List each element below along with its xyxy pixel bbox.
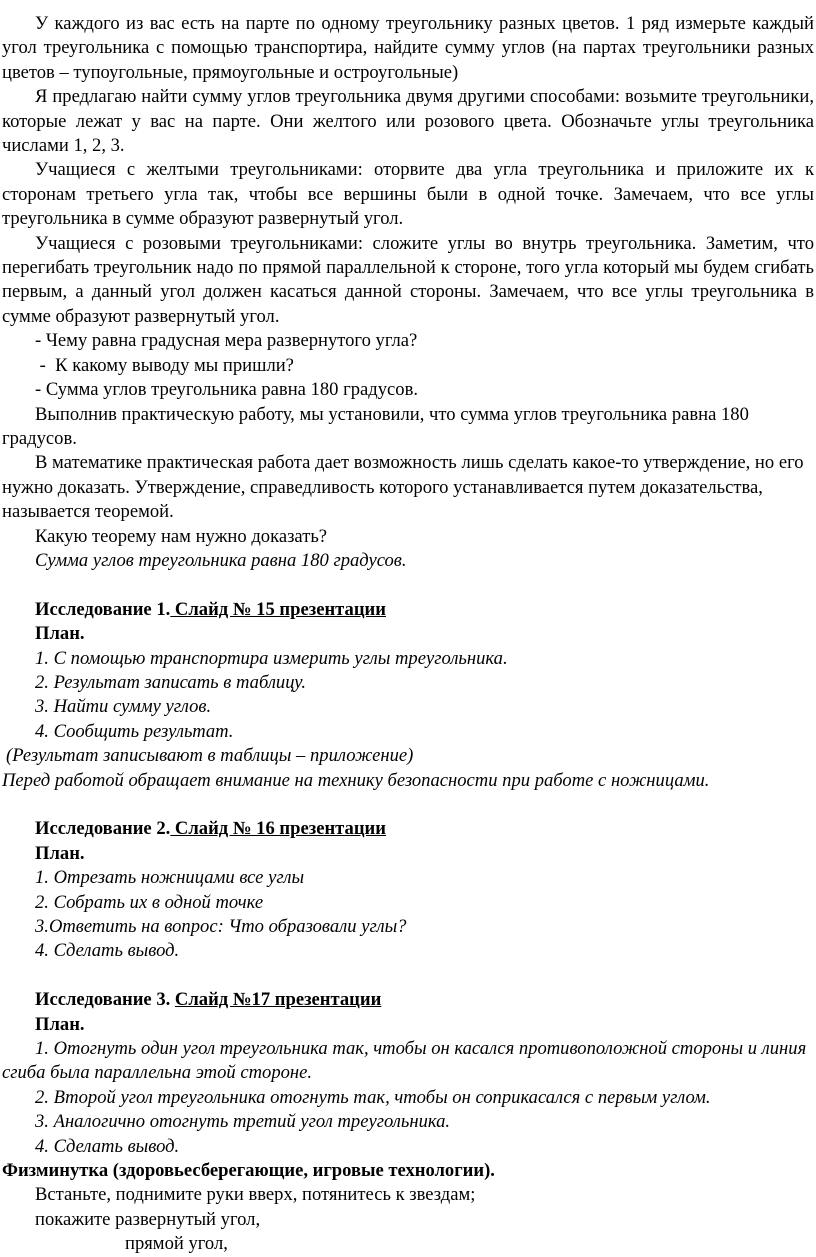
research-2-label: Исследование 2. bbox=[35, 818, 171, 840]
research-2-slide-link: Слайд № 16 презентации bbox=[170, 818, 386, 840]
research-3-step: 2. Второй угол треугольника отогнуть так, чтобы он соприкасался с первым углом. bbox=[35, 1086, 711, 1108]
question-2: - К какому выводу мы пришли? bbox=[35, 354, 294, 376]
research-1-note: (Результат записывают в таблицы – приложение) bbox=[6, 745, 414, 767]
document-page bbox=[0, 12, 816, 1257]
theorem-paragraph: В математике практическая работа дает возможность лишь сделать какое-то утверждение, но его нужно доказать. Утверждение, справедливость которого устанавливается путем доказательства, называется теоремой. bbox=[2, 452, 804, 523]
answer-1: - Сумма углов треугольника равна 180 градусов. bbox=[35, 379, 419, 401]
research-3-step: 4. Сделать вывод. bbox=[35, 1135, 180, 1157]
theorem-statement: Сумма углов треугольника равна 180 градусов. bbox=[35, 549, 407, 571]
research-3-step: 3. Аналогично отогнуть третий угол треугольника. bbox=[35, 1111, 451, 1133]
fizminutka-heading: Физминутка (здоровьесберегающие, игровые технологии). bbox=[2, 1160, 495, 1182]
spacer bbox=[0, 573, 816, 597]
intro-paragraph-2: Я предлагаю найти сумму углов треугольника двумя другими способами: возьмите треугольники, которые лежат у вас на парте. Они желтого или розового цвета. Обозначьте углы треугольника числами 1, 2, 3. bbox=[2, 86, 814, 157]
spacer bbox=[0, 964, 816, 988]
pink-triangles-paragraph: Учащиеся с розовыми треугольниками: сложите углы во внутрь треугольника. Заметим, что перегибать треугольник надо по прямой параллельной к стороне, того угла который мы будем сгибать первым, а данный угол должен касаться данной стороны. Замечаем, что все углы треугольника в сумме образуют развернутый угол. bbox=[2, 232, 814, 327]
research-1-step: 1. С помощью транспортира измерить углы треугольника. bbox=[35, 647, 508, 669]
spacer bbox=[0, 793, 816, 817]
research-3-step: 1. Отогнуть один угол треугольника так, чтобы он касался противоположной стороны и линия сгиба была параллельна этой стороне. bbox=[2, 1038, 807, 1084]
question-1: - Чему равна градусная мера развернутого угла? bbox=[35, 330, 418, 352]
research-2-step: 4. Сделать вывод. bbox=[35, 940, 180, 962]
research-2-step: 3.Ответить на вопрос: Что образовали углы? bbox=[35, 916, 407, 937]
research-3-label: Исследование 3. bbox=[35, 989, 171, 1011]
research-1-step: 4. Сообщить результат. bbox=[35, 720, 234, 742]
research-3-heading bbox=[0, 988, 814, 1012]
research-3-slide-link: Слайд №17 презентации bbox=[174, 989, 382, 1011]
research-1-step: 3. Найти сумму углов. bbox=[35, 696, 212, 718]
research-2-step: 1. Отрезать ножницами все углы bbox=[35, 867, 305, 889]
yellow-triangles-paragraph: Учащиеся с желтыми треугольниками: оторвите два угла треугольника и приложите их к сторонам третьего угла так, чтобы все вершины были в одной точке. Замечаем, что все углы треугольника в сумме образуют развернутый угол. bbox=[2, 159, 814, 230]
research-1-slide-link: Слайд № 15 презентации bbox=[170, 598, 386, 620]
research-1-label: Исследование 1. bbox=[35, 598, 171, 620]
research-3-plan-label: План. bbox=[35, 1013, 85, 1035]
research-2-step: 2. Собрать их в одной точке bbox=[35, 891, 264, 913]
fizminutka-line: покажите развернутый угол, bbox=[35, 1208, 261, 1230]
research-1-safety-note: Перед работой обращает внимание на технику безопасности при работе с ножницами. bbox=[2, 769, 710, 791]
theorem-question: Какую теорему нам нужно доказать? bbox=[35, 525, 328, 547]
research-1-plan-label: План. bbox=[35, 623, 85, 645]
intro-paragraph-1: У каждого из вас есть на парте по одному треугольнику разных цветов. 1 ряд измерьте каждый угол треугольника с помощью транспортира, найдите сумму углов (на партах треугольники разных цветов – тупоугольные, прямоугольные и остроугольные) bbox=[2, 13, 814, 83]
research-2-plan-label: План. bbox=[35, 842, 85, 864]
conclusion-paragraph: Выполнив практическую работу, мы установили, что сумма углов треугольника равна 180 градусов. bbox=[2, 403, 749, 449]
research-1-heading bbox=[0, 598, 814, 622]
research-1-step: 2. Результат записать в таблицу. bbox=[35, 671, 307, 693]
fizminutka-line: прямой угол, bbox=[125, 1233, 228, 1255]
research-2-heading bbox=[0, 817, 814, 841]
fizminutka-line: Встаньте, поднимите руки вверх, потянитесь к звездам; bbox=[35, 1184, 476, 1206]
